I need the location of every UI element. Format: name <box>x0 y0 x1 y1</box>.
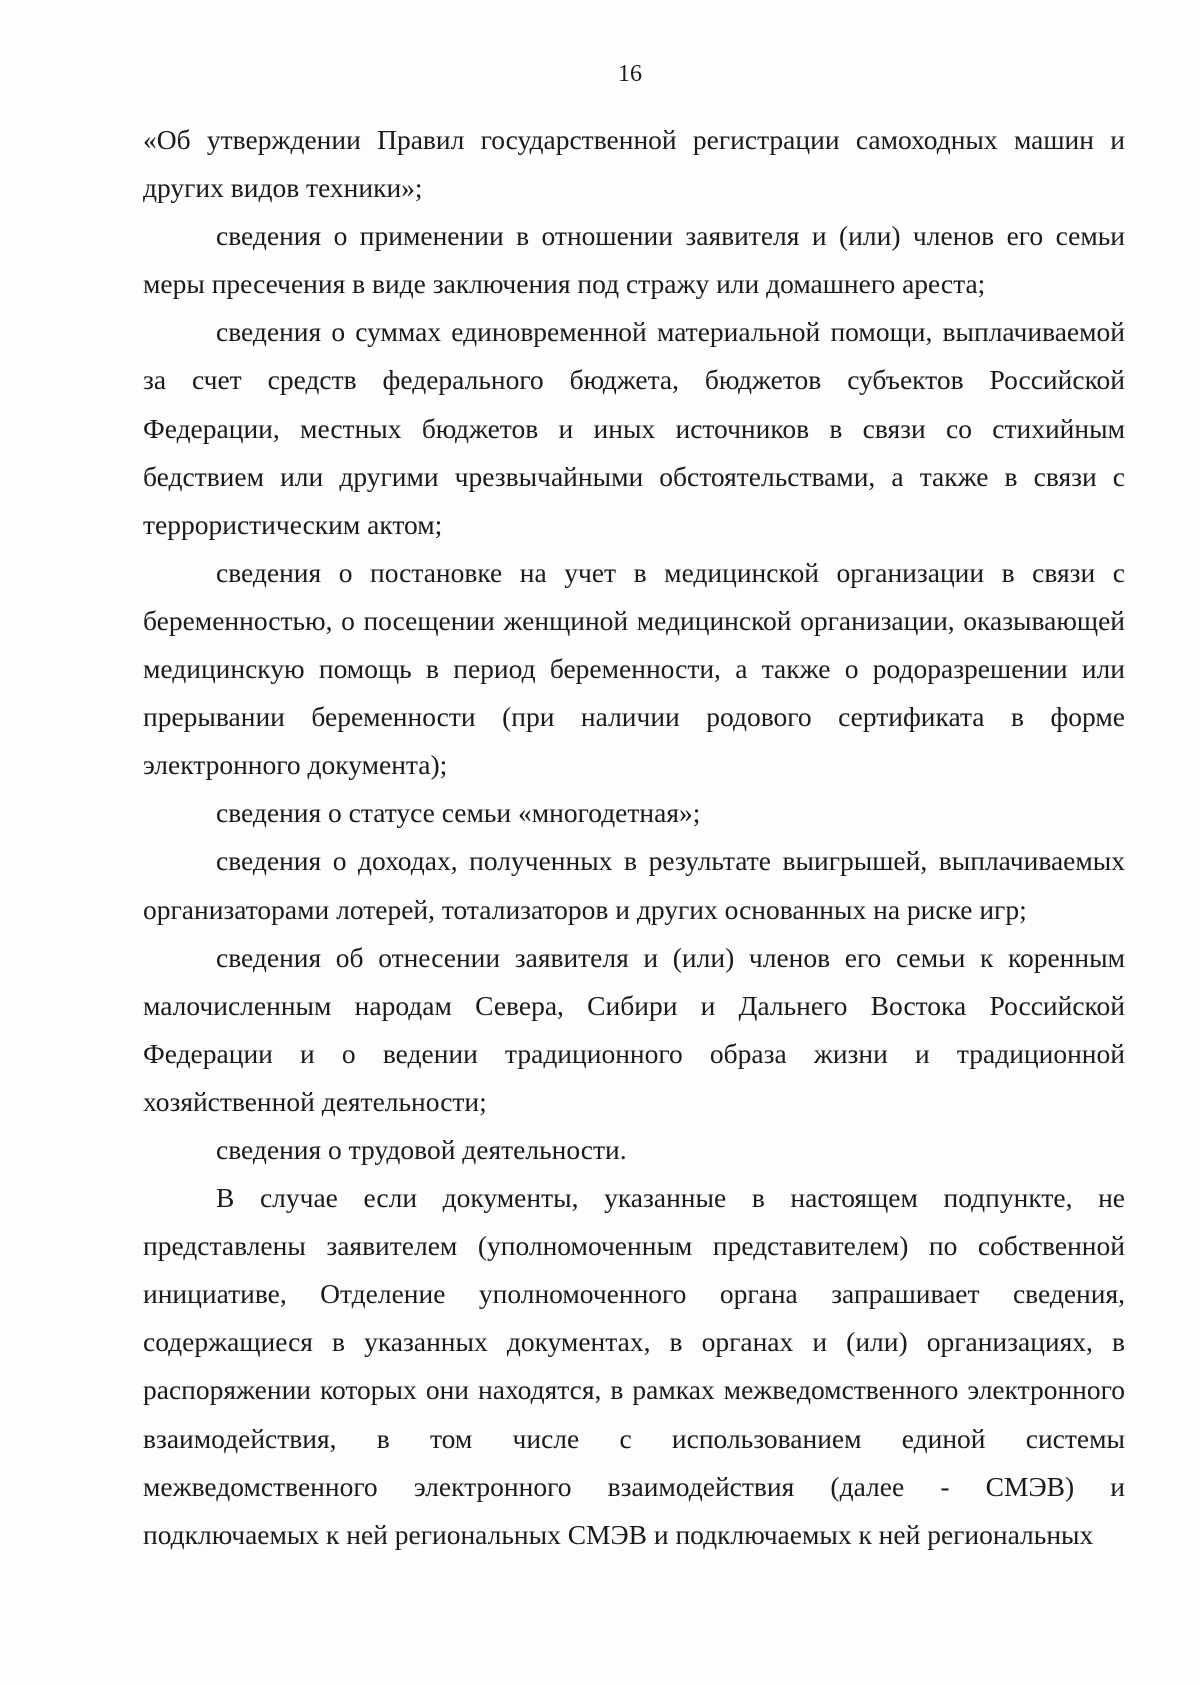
document-body <box>143 116 1125 1559</box>
paragraph-large-family-status: сведения о статусе семьи «многодетная»; <box>216 797 701 829</box>
paragraph-lottery-income: сведения о доходах, полученных в результате выигрышей, выплачиваемых организаторами лотерей, тотализаторов и других основанных на риске игр; <box>143 845 1125 925</box>
paragraph-pregnancy-registration: сведения о постановке на учет в медицинской организации в связи с беременностью, о посещении женщиной медицинской организации, оказывающей медицинскую помощь в период беременности, а также о родоразрешении или прерывании беременности (при наличии родового сертификата в форме электронного документа); <box>143 556 1125 781</box>
paragraph-material-aid: сведения о суммах единовременной материальной помощи, выплачиваемой за счет средств федерального бюджета, бюджетов субъектов Российской Федерации, местных бюджетов и иных источников в связи со стихийным бедствием или другими чрезвычайными обстоятельствами, а также в связи с террористическим актом; <box>143 316 1125 540</box>
page-number: 16 <box>618 61 642 87</box>
paragraph-preventive-measure: сведения о применении в отношении заявителя и (или) членов его семьи меры пресечения в виде заключения под стражу или домашнего ареста; <box>143 220 1125 300</box>
paragraph-regulation-title: «Об утверждении Правил государственной регистрации самоходных машин и других видов техники»; <box>143 124 1125 204</box>
paragraph-interagency-request: В случае если документы, указанные в настоящем подпункте, не представлены заявителем (уполномоченным представителем) по собственной инициативе, Отделение уполномоченного органа запрашивает сведения, содержащиеся в указанных документах, в органах и (или) организациях, в распоряжении которых они находятся, в рамках межведомственного электронного взаимодействия, в том числе с использованием единой системы межведомственного электронного взаимодействия (далее - СМЭВ) и подключаемых к ней региональных СМЭВ и подключаемых к ней региональных <box>143 1182 1125 1550</box>
paragraph-labor-activity: сведения о трудовой деятельности. <box>216 1133 627 1165</box>
paragraph-indigenous-peoples: сведения об отнесении заявителя и (или) членов его семьи к коренным малочисленным народам Севера, Сибири и Дальнего Востока Российской Федерации и о ведении традиционного образа жизни и традиционной хозяйственной деятельности; <box>143 941 1125 1117</box>
